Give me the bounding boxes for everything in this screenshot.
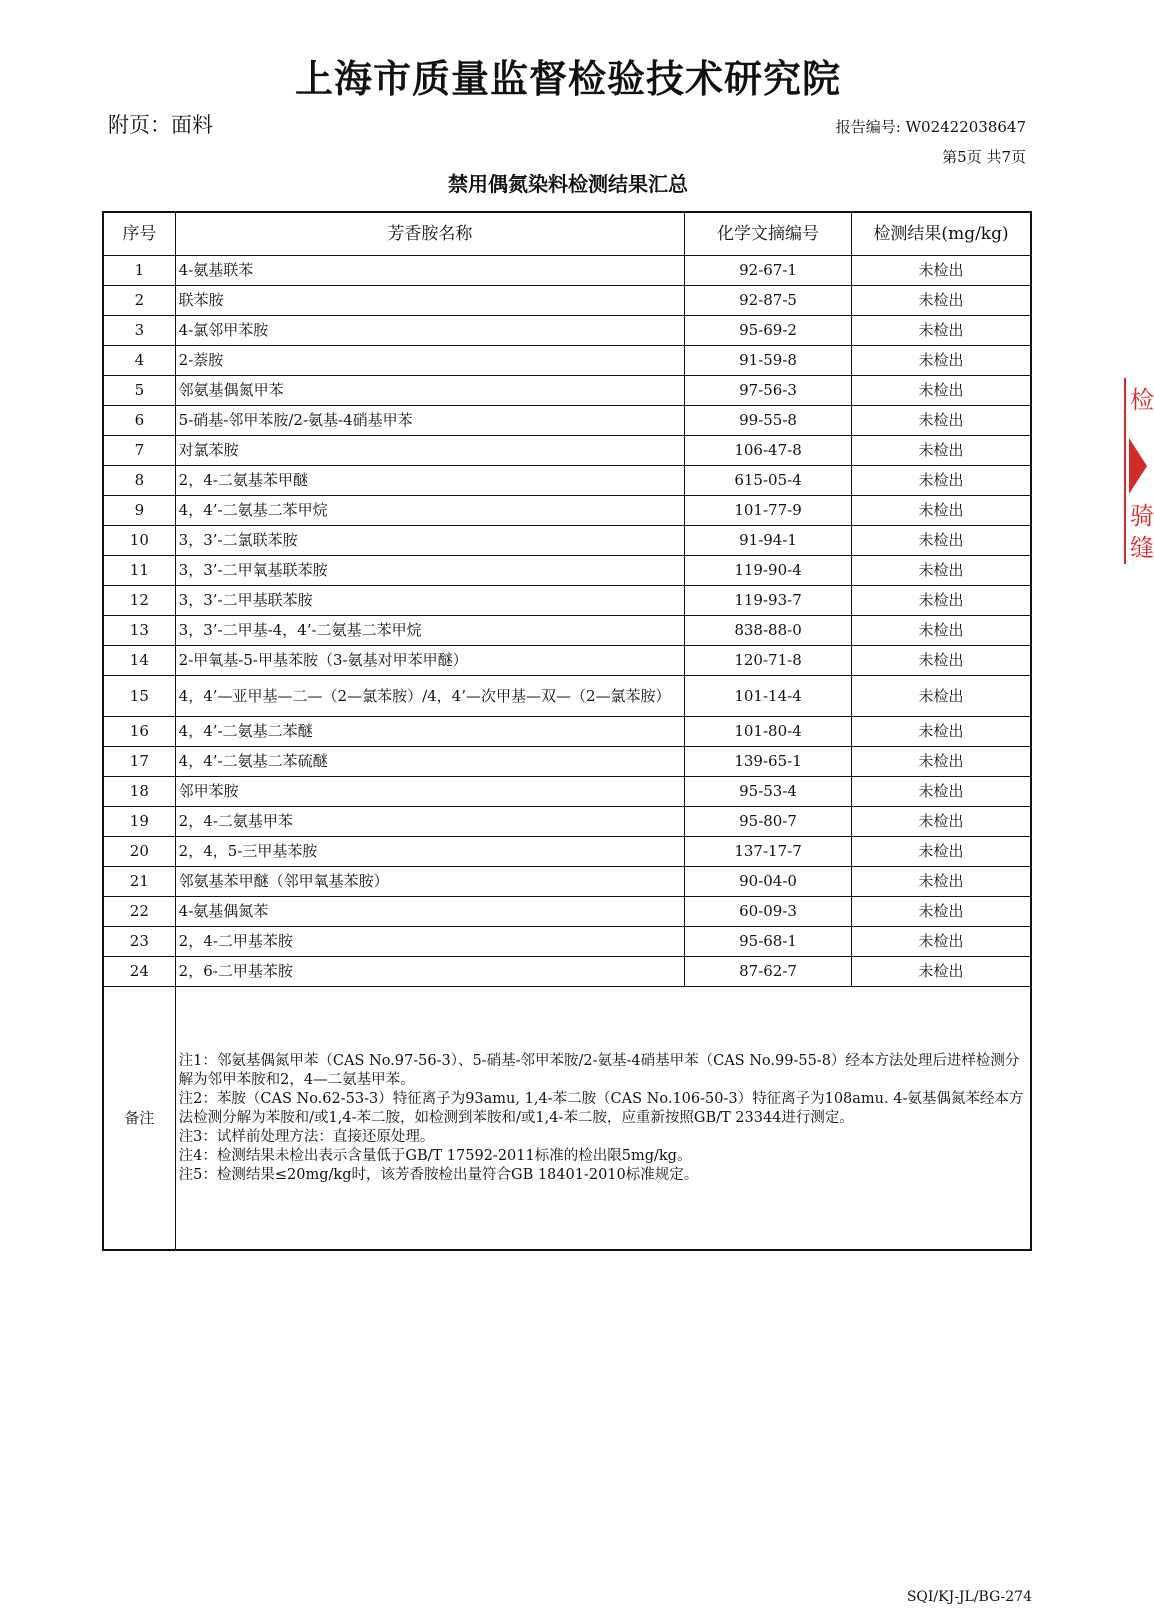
row-name: 3，3’-二氯联苯胺: [175, 526, 684, 556]
row-no: 17: [103, 747, 175, 777]
row-name: 2，4-二甲基苯胺: [175, 927, 684, 957]
attachment-label: 附页：面料: [108, 113, 213, 137]
row-cas: 119-93-7: [685, 586, 852, 616]
row-name: 对氯苯胺: [175, 436, 684, 466]
table-row: [103, 897, 1031, 927]
row-no: 18: [103, 777, 175, 807]
row-no: 12: [103, 586, 175, 616]
table-row: [103, 867, 1031, 897]
row-result: 未检出: [852, 777, 1031, 807]
table-row: [103, 646, 1031, 676]
row-cas: 95-69-2: [685, 316, 852, 346]
row-name: 联苯胺: [175, 286, 684, 316]
row-no: 4: [103, 346, 175, 376]
table-row: [103, 346, 1031, 376]
row-name: 3，3’-二甲氧基联苯胺: [175, 556, 684, 586]
note-5: 注5：检测结果≤20mg/kg时，该芳香胺检出量符合GB 18401-2010标准规定。: [178, 1166, 699, 1183]
form-code: SQI/KJ-JL/BG-274: [906, 1589, 1032, 1605]
row-result: 未检出: [852, 676, 1031, 717]
row-cas: 139-65-1: [685, 747, 852, 777]
table-row: [103, 316, 1031, 346]
row-result: 未检出: [852, 957, 1031, 987]
row-result: 未检出: [852, 346, 1031, 376]
table-row: [103, 466, 1031, 496]
row-no: 6: [103, 406, 175, 436]
row-cas: 91-59-8: [685, 346, 852, 376]
row-result: 未检出: [852, 286, 1031, 316]
row-result: 未检出: [852, 526, 1031, 556]
table-row: [103, 807, 1031, 837]
row-no: 11: [103, 556, 175, 586]
row-result: 未检出: [852, 897, 1031, 927]
note-3: 注3：试样前处理方法：直接还原处理。: [178, 1128, 435, 1145]
table-row: [103, 777, 1031, 807]
row-no: 2: [103, 286, 175, 316]
row-no: 3: [103, 316, 175, 346]
table-row: [103, 496, 1031, 526]
row-result: 未检出: [852, 616, 1031, 646]
row-result: 未检出: [852, 556, 1031, 586]
row-result: 未检出: [852, 406, 1031, 436]
table-row: [103, 526, 1031, 556]
row-cas: 137-17-7: [685, 837, 852, 867]
row-no: 7: [103, 436, 175, 466]
row-result: 未检出: [852, 927, 1031, 957]
table-row: [103, 616, 1031, 646]
row-name: 2-甲氧基-5-甲基苯胺（3-氨基对甲苯甲醚）: [175, 646, 684, 676]
row-cas: 95-53-4: [685, 777, 852, 807]
row-cas: 92-87-5: [685, 286, 852, 316]
report-number: 报告编号: W02422038647: [835, 118, 1026, 136]
table-header-row: [103, 212, 1031, 256]
row-result: 未检出: [852, 837, 1031, 867]
table-row: [103, 676, 1031, 717]
row-name: 2，4，5-三甲基苯胺: [175, 837, 684, 867]
note-4: 注4：检测结果未检出表示含量低于GB/T 17592-2011标准的检出限5mg/kg。: [178, 1147, 692, 1164]
row-name: 邻氨基偶氮甲苯: [175, 376, 684, 406]
row-name: 4-氯邻甲苯胺: [175, 316, 684, 346]
table-row: [103, 957, 1031, 987]
row-no: 19: [103, 807, 175, 837]
table-row: [103, 376, 1031, 406]
header-no: 序号: [103, 212, 175, 256]
header-result: 检测结果(mg/kg): [852, 212, 1031, 256]
row-result: 未检出: [852, 436, 1031, 466]
row-name: 3，3’-二甲基-4，4’-二氨基二苯甲烷: [175, 616, 684, 646]
row-cas: 120-71-8: [685, 646, 852, 676]
row-cas: 101-14-4: [685, 676, 852, 717]
table-row: [103, 256, 1031, 286]
row-cas: 95-80-7: [685, 807, 852, 837]
row-no: 16: [103, 717, 175, 747]
notes-cell: [175, 987, 1031, 1251]
row-name: 2，6-二甲基苯胺: [175, 957, 684, 987]
table-row: [103, 286, 1031, 316]
stamp-arrow-icon: [1129, 438, 1147, 494]
results-table: [102, 211, 1032, 1251]
row-name: 2-萘胺: [175, 346, 684, 376]
row-name: 4-氨基联苯: [175, 256, 684, 286]
row-no: 9: [103, 496, 175, 526]
row-name: 4，4’-二氨基二苯硫醚: [175, 747, 684, 777]
header-cas: 化学文摘编号: [685, 212, 852, 256]
row-no: 5: [103, 376, 175, 406]
table-row: [103, 586, 1031, 616]
row-name: 3，3’-二甲基联苯胺: [175, 586, 684, 616]
row-result: 未检出: [852, 316, 1031, 346]
row-cas: 101-77-9: [685, 496, 852, 526]
row-cas: 95-68-1: [685, 927, 852, 957]
row-no: 8: [103, 466, 175, 496]
row-cas: 106-47-8: [685, 436, 852, 466]
row-name: 5-硝基-邻甲苯胺/2-氨基-4硝基甲苯: [175, 406, 684, 436]
notes-row: [103, 987, 1031, 1251]
row-no: 22: [103, 897, 175, 927]
row-result: 未检出: [852, 466, 1031, 496]
row-cas: 87-62-7: [685, 957, 852, 987]
row-cas: 119-90-4: [685, 556, 852, 586]
row-no: 15: [103, 676, 175, 717]
row-result: 未检出: [852, 496, 1031, 526]
row-no: 24: [103, 957, 175, 987]
row-no: 21: [103, 867, 175, 897]
row-cas: 60-09-3: [685, 897, 852, 927]
note-1: 注1：邻氨基偶氮甲苯（CAS No.97-56-3）、5-硝基-邻甲苯胺/2-氨基-4硝基甲苯（CAS No.99-55-8）经本方法处理后进样检测分解为邻甲苯胺和2，4—二氨基甲苯。: [178, 1052, 1020, 1088]
page-number: 第5页 共7页: [942, 148, 1026, 166]
table-row: [103, 837, 1031, 867]
note-2: 注2：苯胺（CAS No.62-53-3）特征离子为93amu, 1,4-苯二胺（CAS No.106-50-3）特征离子为108amu. 4-氨基偶氮苯经本方法检测分解为苯胺和/或1,4-苯二胺，如检测到苯胺和/或1,4-苯二胺，应重新按照GB/T 23344进行测定。: [178, 1090, 1024, 1126]
row-result: 未检出: [852, 646, 1031, 676]
row-result: 未检出: [852, 747, 1031, 777]
row-name: 4-氨基偶氮苯: [175, 897, 684, 927]
table-row: [103, 747, 1031, 777]
row-result: 未检出: [852, 807, 1031, 837]
row-cas: 91-94-1: [685, 526, 852, 556]
row-result: 未检出: [852, 867, 1031, 897]
row-no: 20: [103, 837, 175, 867]
header-name: 芳香胺名称: [175, 212, 684, 256]
row-cas: 90-04-0: [685, 867, 852, 897]
row-cas: 92-67-1: [685, 256, 852, 286]
table-row: [103, 717, 1031, 747]
row-name: 2，4-二氨基甲苯: [175, 807, 684, 837]
notes-label: 备注: [103, 987, 175, 1251]
row-name: 邻甲苯胺: [175, 777, 684, 807]
row-no: 13: [103, 616, 175, 646]
row-result: 未检出: [852, 586, 1031, 616]
row-result: 未检出: [852, 256, 1031, 286]
stamp-char: 缝: [1130, 534, 1154, 562]
table-row: [103, 556, 1031, 586]
row-result: 未检出: [852, 376, 1031, 406]
table-row: [103, 436, 1031, 466]
stamp-char: 骑: [1130, 502, 1154, 530]
row-no: 23: [103, 927, 175, 957]
stamp-char: 检: [1130, 386, 1154, 414]
row-name: 4，4’—亚甲基—二—（2—氯苯胺）/4，4’—次甲基—双—（2—氯苯胺）: [175, 676, 684, 717]
table-row: [103, 406, 1031, 436]
row-name: 邻氨基苯甲醚（邻甲氧基苯胺）: [175, 867, 684, 897]
row-cas: 838-88-0: [685, 616, 852, 646]
row-name: 4，4’-二氨基二苯醚: [175, 717, 684, 747]
row-name: 2，4-二氨基苯甲醚: [175, 466, 684, 496]
row-result: 未检出: [852, 717, 1031, 747]
seam-stamp: [1124, 378, 1154, 564]
table-row: [103, 927, 1031, 957]
row-cas: 99-55-8: [685, 406, 852, 436]
row-no: 1: [103, 256, 175, 286]
row-cas: 101-80-4: [685, 717, 852, 747]
table-title: 禁用偶氮染料检测结果汇总: [448, 172, 688, 196]
row-no: 14: [103, 646, 175, 676]
row-name: 4，4’-二氨基二苯甲烷: [175, 496, 684, 526]
row-cas: 97-56-3: [685, 376, 852, 406]
row-cas: 615-05-4: [685, 466, 852, 496]
row-no: 10: [103, 526, 175, 556]
institute-title: 上海市质量监督检验技术研究院: [294, 56, 841, 101]
